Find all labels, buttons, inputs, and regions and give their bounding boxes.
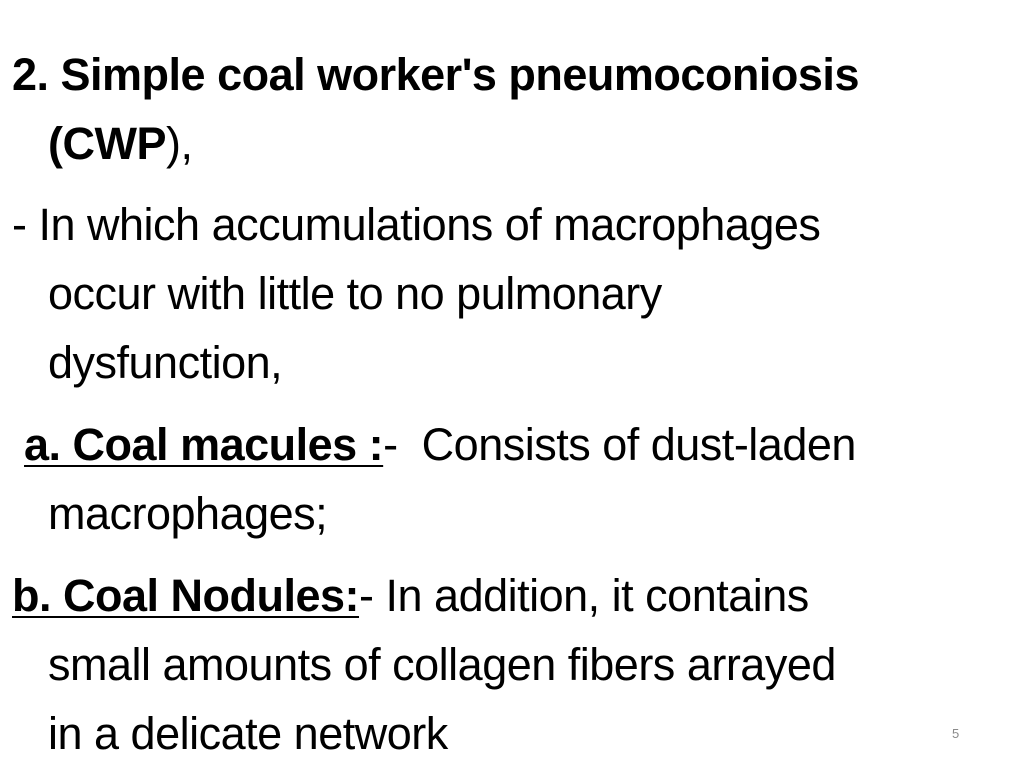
definition-paragraph (12, 190, 1012, 397)
leading-space (12, 419, 24, 470)
coal-nodules-line-1 (12, 561, 1012, 630)
coal-macules-line-2: macrophages; (48, 488, 328, 539)
coal-macules-text-1: Consists of dust-laden (421, 419, 856, 470)
coal-macules-line-1 (12, 410, 1012, 479)
heading-line-1: 2. Simple coal worker's pneumoconiosis (12, 49, 859, 100)
definition-line-2: occur with little to no pulmonary (48, 268, 662, 319)
coal-nodules-line-2: small amounts of collagen fibers arrayed (48, 639, 836, 690)
coal-macules-separator: - (383, 419, 422, 470)
definition-line-1: - In which accumulations of macrophages (12, 199, 821, 250)
cwp-closing: ), (165, 118, 193, 169)
coal-nodules-line-3: in a delicate network (48, 708, 448, 759)
page-number: 5 (952, 726, 960, 741)
cwp-abbreviation: (CWP (48, 118, 166, 169)
coal-nodules-paragraph (12, 561, 1012, 768)
coal-nodules-separator: - (359, 570, 386, 621)
definition-line-3: dysfunction, (48, 337, 283, 388)
heading-line-2 (12, 109, 1012, 178)
coal-macules-label: a. Coal macules : (24, 419, 384, 470)
heading-paragraph (12, 40, 1012, 178)
coal-nodules-text-1: In addition, it contains (385, 570, 809, 621)
coal-nodules-label: b. Coal Nodules: (12, 570, 360, 621)
coal-macules-paragraph (12, 410, 1012, 548)
